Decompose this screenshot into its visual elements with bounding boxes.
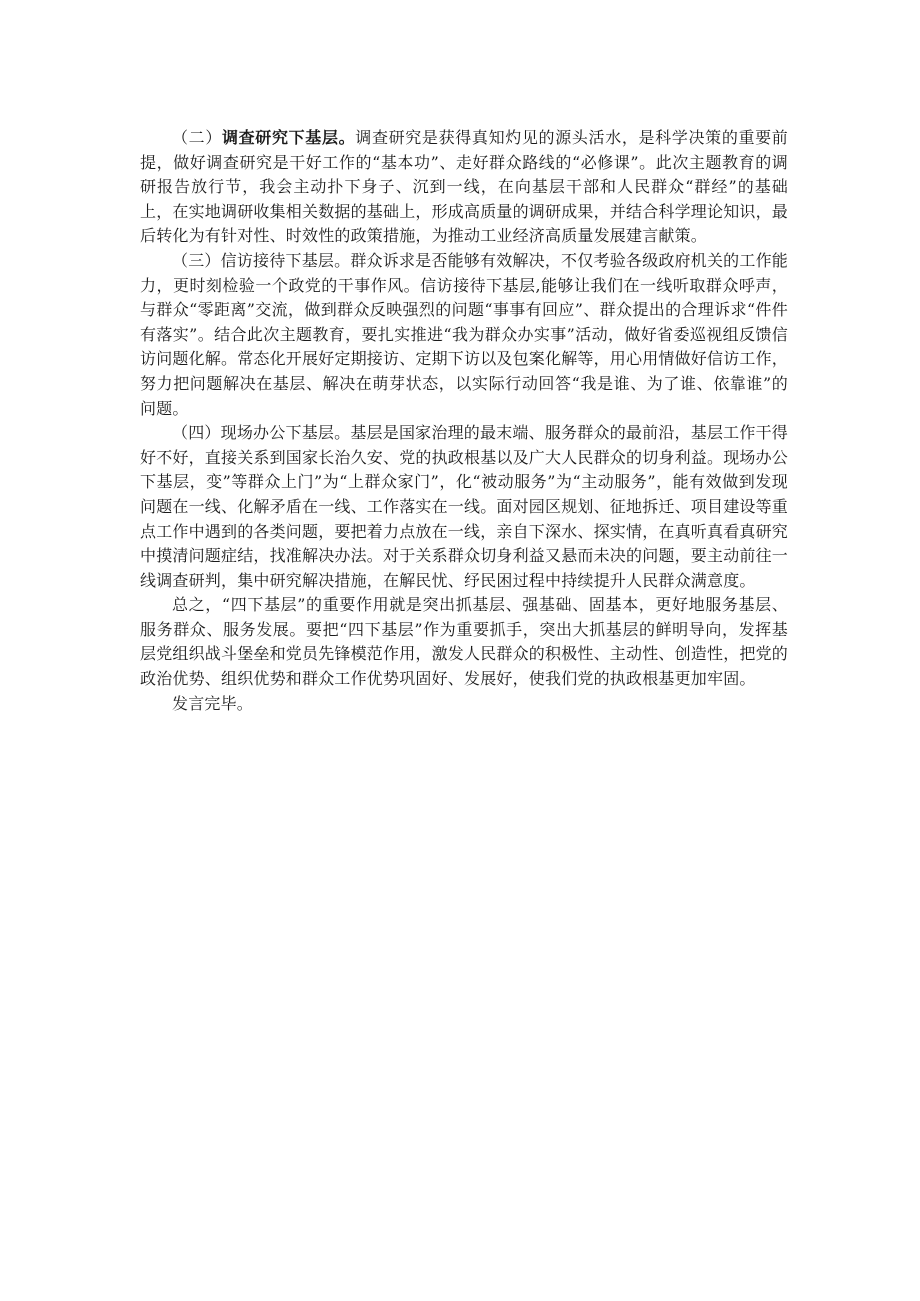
paragraph-text: 基层是国家治理的最末端、服务群众的最前沿，基层工作干得好不好，直接关系到国家长治久安、党的执政根基以及广大人民群众的切身利益。现场办公下基层，变”等群众上门”为“上群众家门”，化“被动服务”为“主动服务”，能有效做到发现问题在一线、化解矛盾在一线、工作落实在一线。面对园区规划、征地拆迁、项目建设等重点工作中遇到的各类问题，要把着力点放在一线，亲自下深水、探实情，在真听真看真研究中摸清问题症结，找准解决办法。对于关系群众切身利益又悬而未决的问题，要主动前往一线调查研判，集中研究解决措施，在解民忧、纾民困过程中持续提升人民群众满意度。 xyxy=(140,423,789,590)
section-number: （二） xyxy=(172,128,222,147)
section-number: （三） xyxy=(172,250,221,270)
paragraph-petition xyxy=(140,249,788,421)
paragraph-closing xyxy=(140,692,788,717)
paragraph-summary xyxy=(140,593,788,691)
paragraph-text: 调查研究是获得真知灼见的源头活水，是科学决策的重要前提，做好调查研究是干好工作的“基本功”、走好群众路线的“必修课”。此次主题教育的调研报告放行节，我会主动扑下身子、沉到一线，在向基层干部和人民群众“群经”的基础上，在实地调研收集相关数据的基础上，形成高质量的调研成果，并结合科学理论知识，最后转化为有针对性、时效性的政策措施，为推动工业经济高质量发展建言献策。 xyxy=(140,128,789,246)
section-heading: 现场办公下基层。 xyxy=(220,423,351,443)
paragraph-text: 群众诉求是否能够有效解决，不仅考验各级政府机关的工作能力，更时刻检验一个政党的干事作风。信访接待下基层,能够让我们在一线听取群众呼声，与群众“零距离”交流，做到群众反映强烈的问题“事事有回应”、群众提出的合理诉求“件件有落实”。结合此次主题教育，要扎实推进“我为群众办实事”活动，做好省委巡视组反馈信访问题化解。常态化开展好定期接访、定期下访以及包案化解等，用心用情做好信访工作，努力把问题解决在基层、解决在萌芽状态，以实际行动回答“我是谁、为了谁、依靠谁”的问题。 xyxy=(140,250,789,418)
section-number: （四） xyxy=(172,423,221,443)
paragraph-text: 总之，“四下基层”的重要作用就是突出抓基层、强基础、固基本，更好地服务基层、服务群众、服务发展。要把“四下基层”作为重要抓手，突出大抓基层的鲜明导向，发挥基层党组织战斗堡垒和党员先锋模范作用，激发人民群众的积极性、主动性、创造性，把党的政治优势、组织优势和群众工作优势巩固好、发展好，使我们党的执政根基更加牢固。 xyxy=(140,595,789,689)
document-body xyxy=(140,126,788,716)
paragraph-research xyxy=(140,126,788,249)
paragraph-text: 发言完毕。 xyxy=(172,693,254,713)
section-heading: 信访接待下基层。 xyxy=(220,250,351,270)
section-heading: 调查研究下基层。 xyxy=(221,128,356,147)
paragraph-onsite-office xyxy=(140,421,788,593)
